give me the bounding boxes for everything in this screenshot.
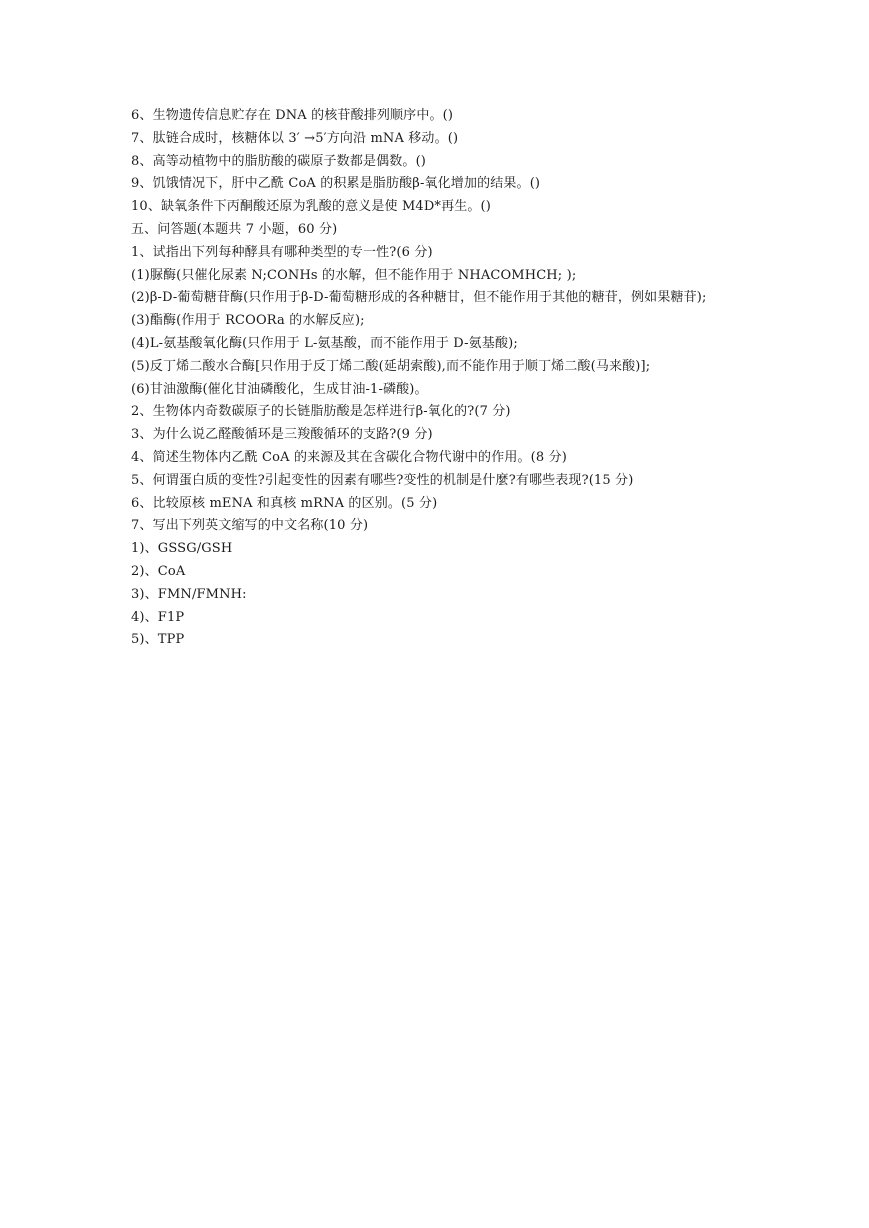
- question-1-part-5: (5)反丁烯二酸水合酶[只作用于反丁烯二酸(延胡索酸),而不能作用于顺丁烯二酸(马来酸)];: [131, 358, 651, 374]
- section-heading: 五、问答题(本题共 7 小题，60 分): [131, 221, 338, 237]
- document-body: [131, 105, 741, 652]
- abbreviation-4: 4)、F1P: [131, 609, 185, 625]
- question-7: 7、写出下列英文缩写的中文名称(10 分): [131, 518, 369, 534]
- abbreviation-2: 2)、CoA: [131, 563, 186, 579]
- question-4: 4、简述生物体内乙酰 CoA 的来源及其在含碳化合物代谢中的作用。(8 分): [131, 449, 567, 465]
- true-false-item-7: 7、肽链合成时，核糖体以 3′ →5′方向沿 mNA 移动。(): [131, 130, 459, 146]
- true-false-item-10: 10、缺氧条件下丙酮酸还原为乳酸的意义是使 M4D*再生。(): [131, 199, 491, 215]
- question-1-part-6: (6)甘油激酶(催化甘油磷酸化，生成甘油-1-磷酸)。: [131, 381, 428, 397]
- question-6: 6、比较原核 mENA 和真核 mRNA 的区别。(5 分): [131, 495, 438, 511]
- question-1-part-2: (2)β-D-葡萄糖苷酶(只作用于β-D-葡萄糖形成的各种糖甘，但不能作用于其他的糖苷，例如果糖苷);: [131, 290, 707, 306]
- true-false-item-6: 6、生物遗传信息贮存在 DNA 的核苷酸排列顺序中。(): [131, 108, 454, 123]
- abbreviation-5: 5)、TPP: [131, 632, 185, 648]
- question-1-part-4: (4)L-氨基酸氧化酶(只作用于 L-氨基酸，而不能作用于 D-氨基酸);: [131, 335, 518, 351]
- question-5: 5、何谓蛋白质的变性?引起变性的因素有哪些?变性的机制是什麼?有哪些表现?(15 分): [131, 472, 634, 488]
- abbreviation-3: 3)、FMN/FMNH:: [131, 586, 247, 602]
- abbreviation-1: 1)、GSSG/GSH: [131, 541, 233, 557]
- true-false-item-9: 9、饥饿情况下，肝中乙酰 CoA 的积累是脂肪酸β-氧化增加的结果。(): [131, 176, 541, 192]
- question-1-part-1: (1)脲酶(只催化尿素 N;CONHs 的水解，但不能作用于 NHACOMHCH; );: [131, 267, 577, 283]
- true-false-item-8: 8、高等动植物中的脂肪酸的碳原子数都是偶数。(): [131, 153, 427, 169]
- question-3: 3、为什么说乙醛酸循环是三羧酸循环的支路?(9 分): [131, 427, 433, 443]
- question-2: 2、生物体内奇数碳原子的长链脂肪酸是怎样进行β-氧化的?(7 分): [131, 404, 511, 420]
- question-1: 1、试指出下列每种酵具有哪种类型的专一性?(6 分): [131, 244, 433, 260]
- question-1-part-3: (3)酯酶(作用于 RCOORa 的水解反应);: [131, 313, 365, 329]
